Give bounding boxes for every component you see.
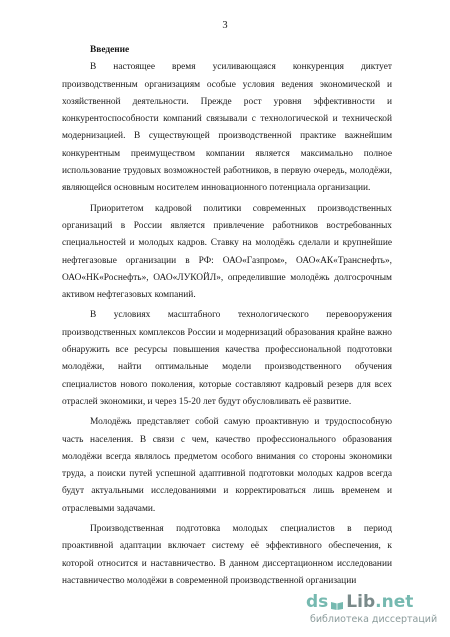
paragraph: В условиях масштабного технологического перевооружения производственных комплексов России и модернизаций образования крайне важно обнаружить все ресурсы повышения качества профессиональной подготовки молодёжи, найти оптимальные модели производственного обучения специалистов нового поколения, которые составляют кадровый резерв для всех отраслей экономики, и через 15-20 лет будут обусловливать её развитие. <box>62 310 392 407</box>
watermark-logo-ds: ds <box>306 592 329 612</box>
watermark-logo-lib: Lib <box>346 592 376 612</box>
paragraph: В настоящее время усиливающаяся конкуренция диктует производственным организациям особые условия ведения экономической и хозяйственной деятельности. Прежде рост уровня эффективности и конкурентоспособности компаний связывали с технологической и технической модернизацией. В существующей производственной практике важнейшим конкурентным преимуществом компании является максимально полное использование трудовых возможностей работников, в первую очередь, молодёжи, являющейся основным носителем инновационного потенциала организации. <box>62 62 392 194</box>
paragraph: Молодёжь представляет собой самую проактивную и трудоспособную часть населения. В связи с чем, качество профессионального образования молодёжи всегда являлось предметом особого внимания со стороны экономики труда, а поиски путей успешной адаптивной подготовки молодых кадров всегда будут актуальными исследованиями и корректироваться лишь временем и отраслевыми задачами. <box>62 417 392 514</box>
page-number: 3 <box>222 20 228 31</box>
watermark <box>302 590 442 630</box>
paragraph: Производственная подготовка молодых специалистов в период проактивной адаптации включает систему её эффективного обеспечения, к которой относится и наставничество. В данном диссертационном исследовании наставничество молодёжи в современной производственной организации <box>62 524 392 586</box>
watermark-tagline: библиотека диссертаций <box>310 614 438 625</box>
book-icon <box>330 597 344 607</box>
page-body <box>62 42 392 590</box>
paragraph: Приоритетом кадровой политики современных производственных организаций в России является привлечение работников востребованных специальностей и молодых кадров. Ставку на молодёжь сделали и крупнейшие нефтегазовые организации в РФ: ОАО«Газпром», ОАО«АК«Транснефть», ОАО«НК«Роснефть», ОАО«ЛУКОЙЛ», определившие молодёжь долгосрочным активом нефтегазовых компаний. <box>62 203 392 301</box>
watermark-logo <box>306 592 413 612</box>
watermark-logo-net: .net <box>375 592 414 612</box>
section-heading: Введение <box>90 45 130 55</box>
